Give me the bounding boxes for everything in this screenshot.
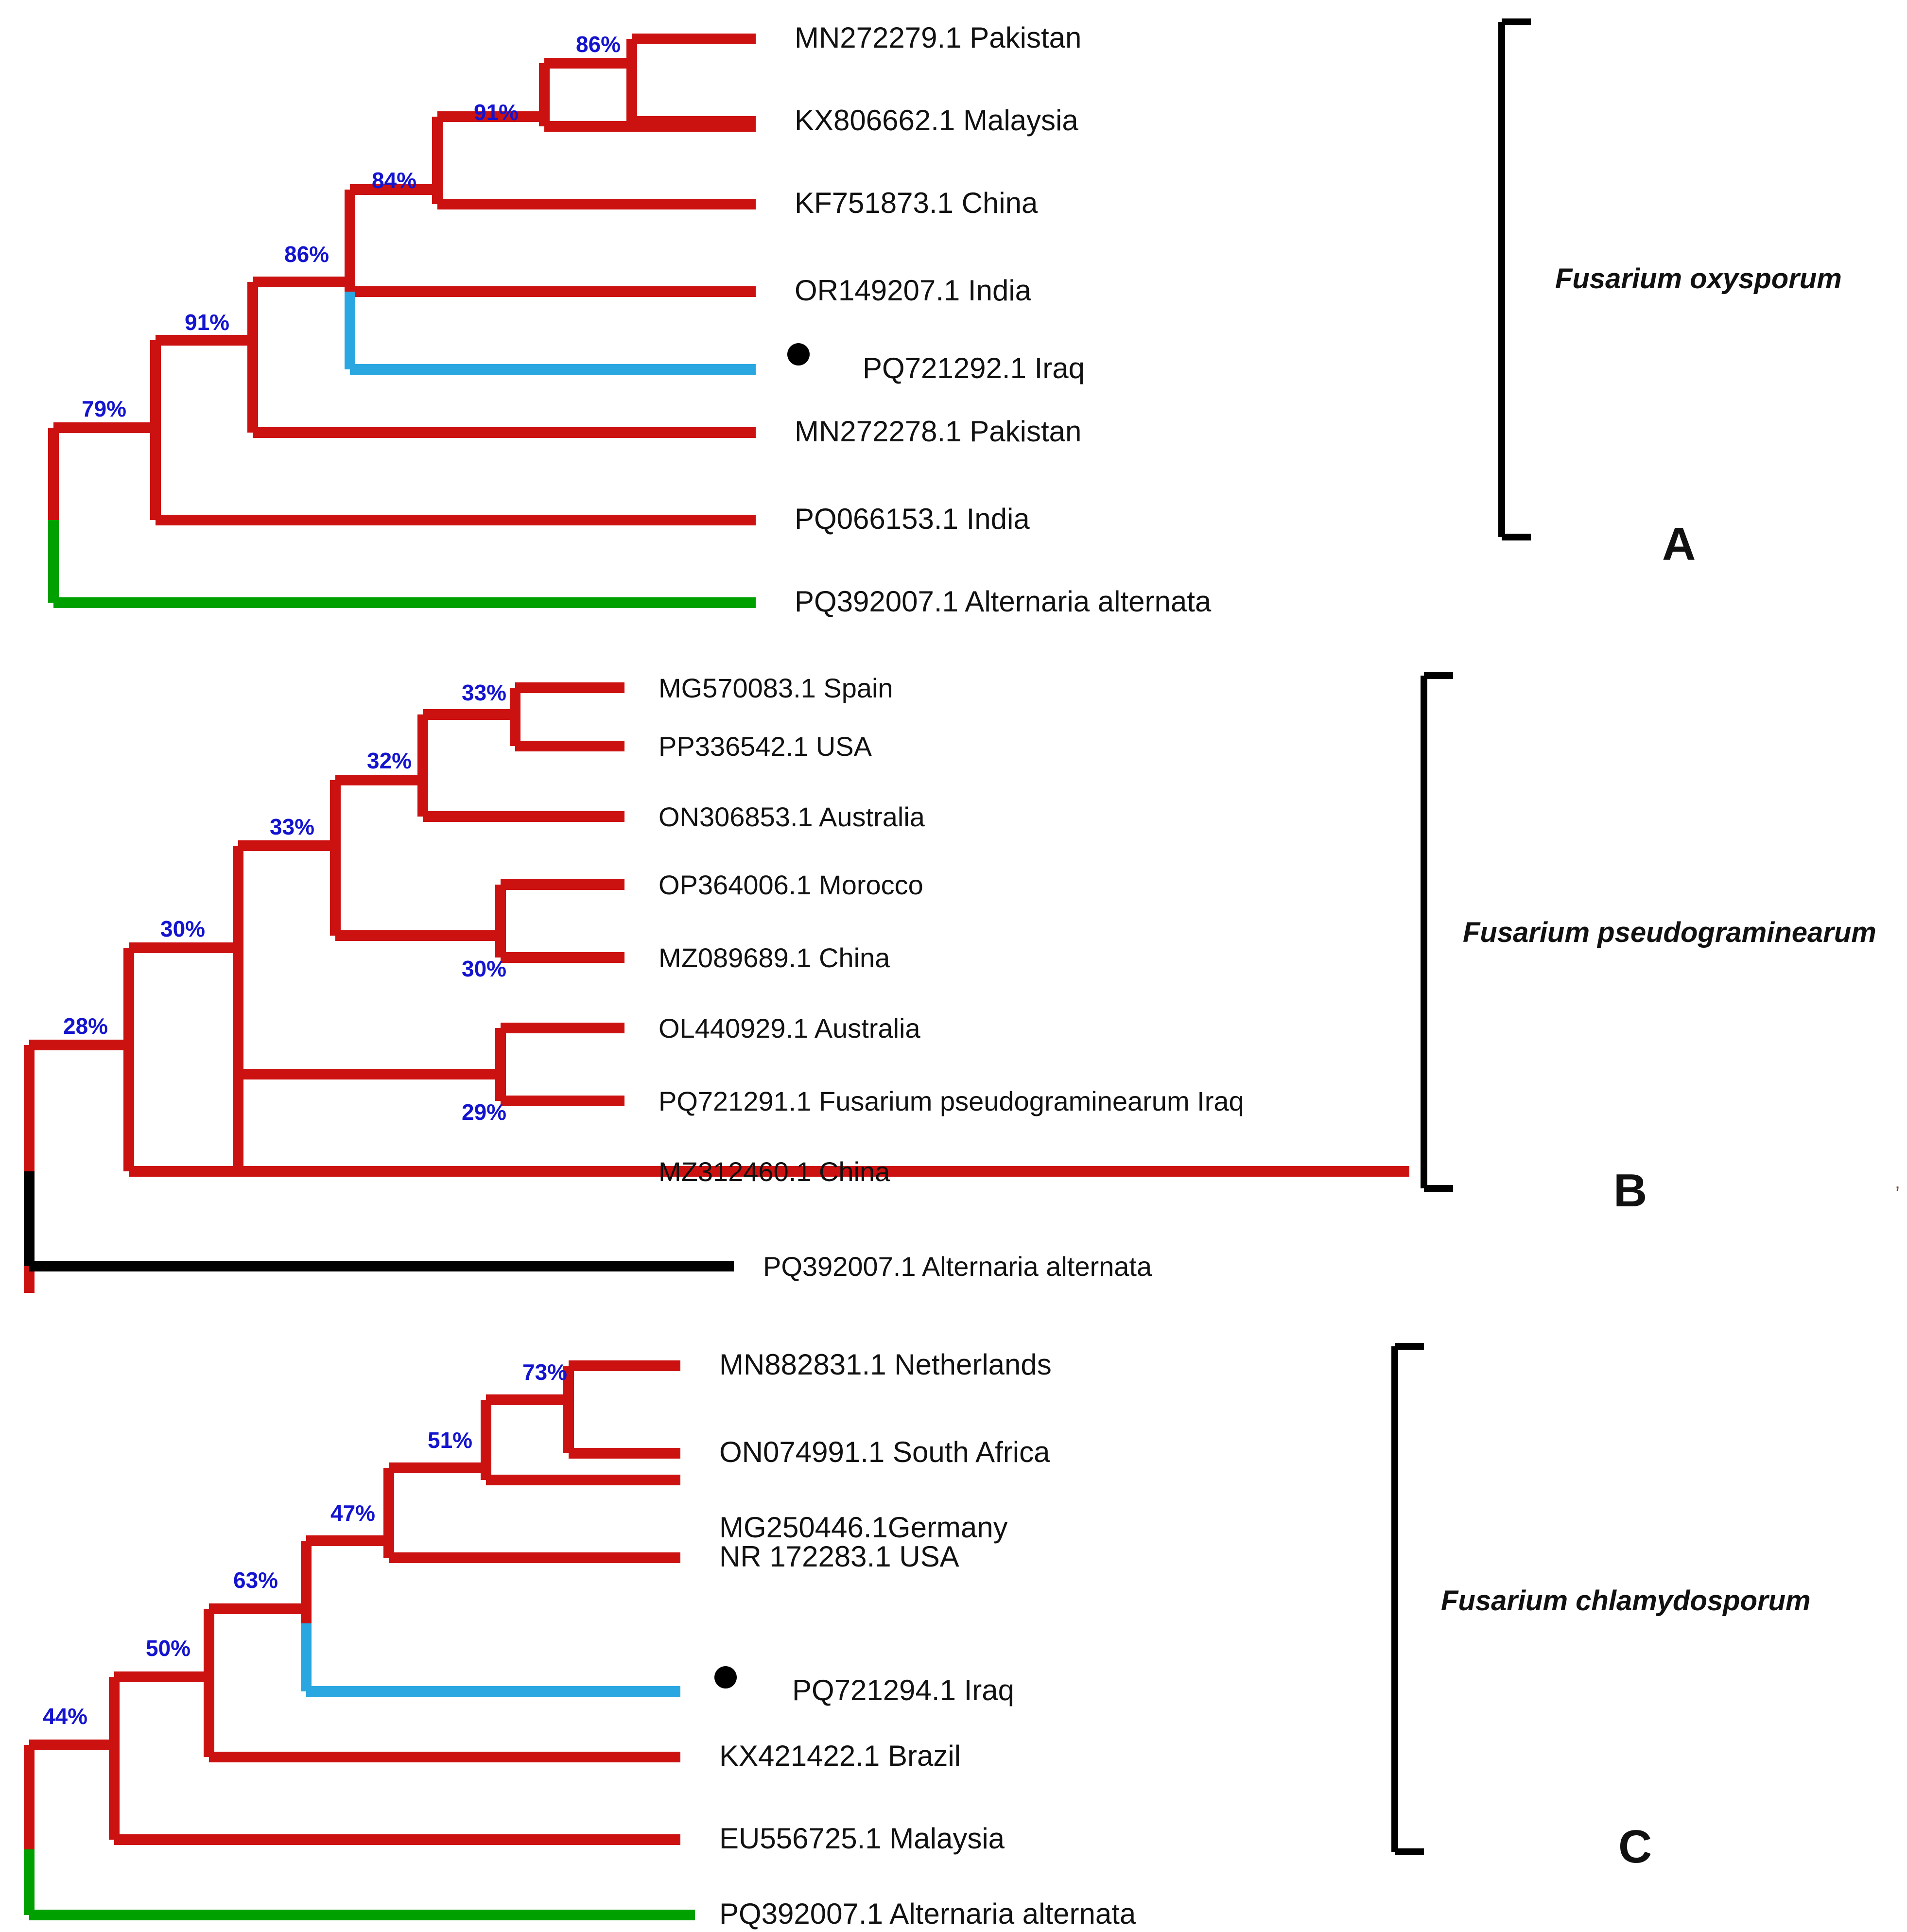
clade-name-label: Fusarium chlamydosporum xyxy=(1441,1585,1811,1617)
panel-a xyxy=(0,0,1907,642)
taxon-label: PQ066153.1 India xyxy=(795,503,1030,535)
bootstrap-value: 91% xyxy=(185,310,230,335)
bootstrap-value: 44% xyxy=(43,1704,88,1729)
bootstrap-value: 86% xyxy=(284,242,329,267)
taxon-label: MG250446.1Germany xyxy=(719,1511,1008,1544)
taxon-label: PP336542.1 USA xyxy=(659,731,872,762)
taxon-label: OL440929.1 Australia xyxy=(659,1013,920,1044)
bootstrap-value: 84% xyxy=(372,168,417,193)
taxon-label: ON074991.1 South Africa xyxy=(719,1436,1050,1468)
taxon-label-outgroup: PQ392007.1 Alternaria alternata xyxy=(763,1251,1152,1282)
bootstrap-value: 32% xyxy=(367,748,412,773)
bootstrap-value: 30% xyxy=(160,916,206,941)
taxon-label: EU556725.1 Malaysia xyxy=(719,1822,1005,1855)
clade-name-label: Fusarium pseudograminearum xyxy=(1463,917,1876,948)
panel-letter-b: B xyxy=(1613,1165,1647,1217)
taxon-label: MN882831.1 Netherlands xyxy=(719,1348,1052,1381)
taxon-label: NR 172283.1 USA xyxy=(719,1540,959,1573)
bootstrap-value: 51% xyxy=(428,1427,473,1453)
panel-b xyxy=(0,661,1907,1293)
bootstrap-value: 29% xyxy=(462,1099,507,1125)
taxon-label-outgroup: PQ392007.1 Alternaria alternata xyxy=(795,585,1212,618)
taxon-label: ON306853.1 Australia xyxy=(659,801,925,832)
bootstrap-value: 63% xyxy=(233,1567,278,1593)
clade-name-label: Fusarium oxysporum xyxy=(1555,263,1842,295)
panel-letter-a: A xyxy=(1662,518,1696,570)
highlight-dot-icon xyxy=(714,1666,737,1688)
bootstrap-value: 33% xyxy=(462,680,507,705)
bootstrap-value: 30% xyxy=(462,956,507,981)
taxon-label: PQ721291.1 Fusarium pseudograminearum Iraq xyxy=(659,1086,1244,1116)
taxon-label: MN272279.1 Pakistan xyxy=(795,21,1082,54)
panel-letter-c: C xyxy=(1618,1821,1652,1873)
panel-c xyxy=(0,1307,1907,1932)
taxon-label: KX421422.1 Brazil xyxy=(719,1740,961,1772)
taxon-label: MZ089689.1 China xyxy=(659,942,890,973)
taxon-label: OR149207.1 India xyxy=(795,274,1032,307)
taxon-label: OP364006.1 Morocco xyxy=(659,870,923,900)
taxon-label-highlighted: PQ721292.1 Iraq xyxy=(863,352,1085,384)
taxon-label: KF751873.1 China xyxy=(795,187,1038,219)
bootstrap-value: 28% xyxy=(63,1013,108,1039)
taxon-label-highlighted: PQ721294.1 Iraq xyxy=(792,1674,1015,1706)
bootstrap-value: 50% xyxy=(146,1636,191,1661)
taxon-label: MZ312460.1 China xyxy=(659,1156,890,1187)
panel-a-tree-graphic xyxy=(0,0,1907,642)
taxon-label: KX806662.1 Malaysia xyxy=(795,104,1078,137)
taxon-label-outgroup: PQ392007.1 Alternaria alternata xyxy=(719,1897,1136,1930)
bootstrap-value: 73% xyxy=(522,1359,568,1385)
taxon-label: MN272278.1 Pakistan xyxy=(795,415,1082,448)
highlight-dot-icon xyxy=(787,343,810,366)
taxon-label: MG570083.1 Spain xyxy=(659,673,893,703)
page-edge-mark: ‚ xyxy=(1895,1171,1900,1193)
bootstrap-value: 47% xyxy=(330,1500,376,1526)
bootstrap-value: 33% xyxy=(270,814,315,839)
bootstrap-value: 79% xyxy=(82,396,127,421)
bootstrap-value: 86% xyxy=(576,32,621,57)
bootstrap-value: 91% xyxy=(474,100,519,125)
